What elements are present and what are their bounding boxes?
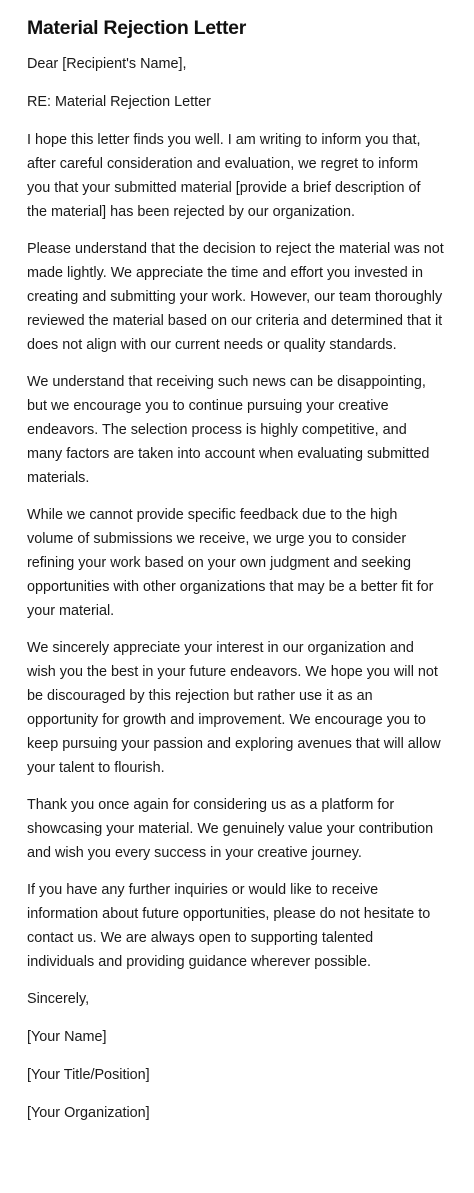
- subject-line: RE: Material Rejection Letter: [27, 94, 211, 110]
- body-paragraph-5: We sincerely appreciate your interest in our organization and wish you the best in your future endeavors. We hope you will not be discouraged by this rejection but rather use it as an opportunity for growth and improvement. We encourage you to keep pursuing your passion and exploring avenues that will allow your talent to flourish.: [27, 640, 441, 776]
- closing: Sincerely,: [27, 991, 90, 1007]
- body-paragraph-6: Thank you once again for considering us as a platform for showcasing your material. We genuinely value your contribution and wish you every success in your creative journey.: [27, 797, 434, 861]
- body-paragraph-7: If you have any further inquiries or would like to receive information about future opportunities, please do not hesitate to contact us. We are always open to supporting talented individuals and providing guidance wherever possible.: [27, 882, 431, 970]
- signature-organization: [Your Organization]: [27, 1105, 150, 1121]
- body-paragraph-1: I hope this letter finds you well. I am writing to inform you that, after careful consideration and evaluation, we regret to inform you that your submitted material [provide a brief description of the material] has been rejected by our organization.: [27, 132, 421, 220]
- signature-name: [Your Name]: [27, 1029, 107, 1045]
- body-paragraph-2: Please understand that the decision to reject the material was not made lightly. We appreciate the time and effort you invested in creating and submitting your work. However, our team thoroughly reviewed the material based on our criteria and determined that it does not align with our current needs or quality standards.: [27, 241, 444, 353]
- body-paragraph-3: We understand that receiving such news can be disappointing, but we encourage you to continue pursuing your creative endeavors. The selection process is highly competitive, and many factors are taken into account when evaluating submitted materials.: [27, 374, 430, 486]
- letter-title: Material Rejection Letter: [27, 17, 246, 39]
- signature-title: [Your Title/Position]: [27, 1067, 150, 1083]
- salutation: Dear [Recipient's Name],: [27, 56, 187, 72]
- body-paragraph-4: While we cannot provide specific feedback due to the high volume of submissions we receive, we urge you to consider refining your work based on your own judgment and seeking opportunities with other organizations that may be a better fit for your material.: [27, 507, 434, 619]
